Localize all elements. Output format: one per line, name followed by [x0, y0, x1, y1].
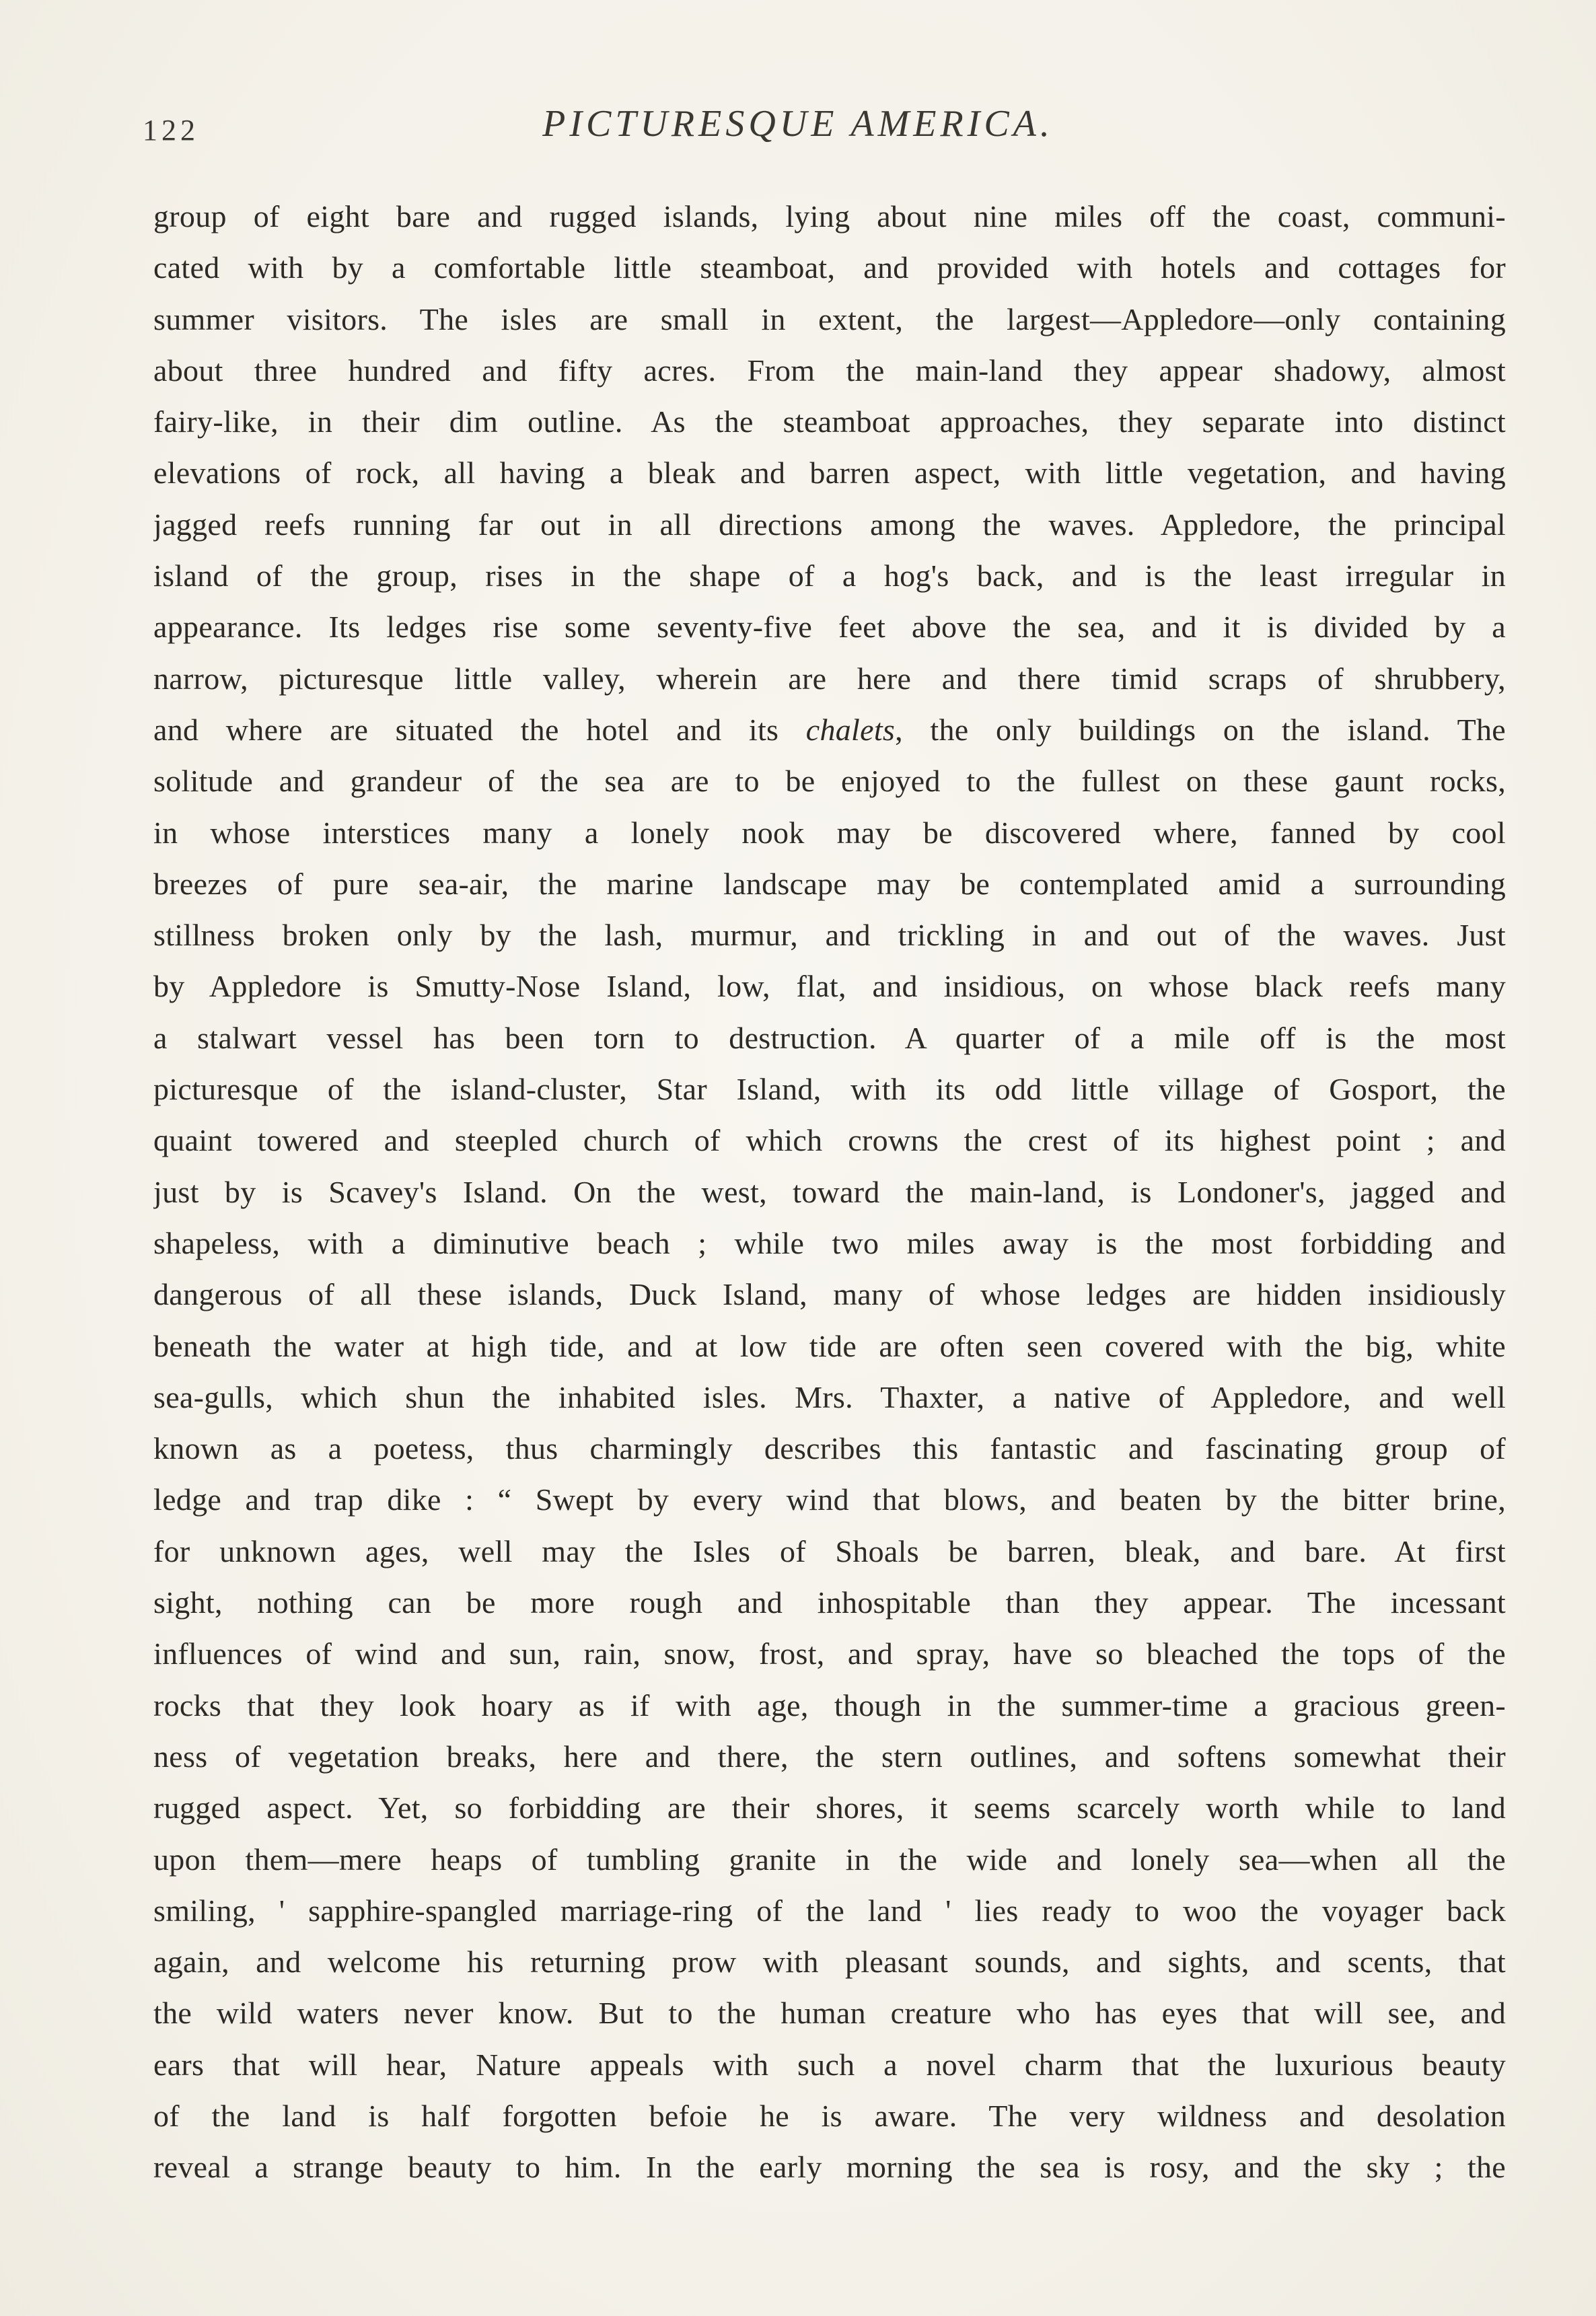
text-line: summer visitors. The isles are small in extent, the largest—Appledore—only containing — [153, 301, 1506, 336]
text-line: fairy-like, in their dim outline. As the steamboat approaches, they separate into distinct — [153, 404, 1506, 439]
text-line: breezes of pure sea-air, the marine landscape may be contemplated amid a surrounding — [153, 866, 1506, 901]
text-line: ledge and trap dike : “ Swept by every wind that blows, and beaten by the bitter brine, — [153, 1482, 1506, 1517]
text-line: ears that will hear, Nature appeals with such a novel charm that the luxurious beauty — [153, 2047, 1506, 2082]
text-line: of the land is half forgotten befoie he is aware. The very wildness and desolation — [153, 2098, 1506, 2133]
text-line: known as a poetess, thus charmingly describes this fantastic and fascinating group of — [153, 1431, 1506, 1466]
text-line: just by is Scavey's Island. On the west, toward the main-land, is Londoner's, jagged and — [153, 1174, 1506, 1209]
text-line: about three hundred and fifty acres. From the main-land they appear shadowy, almost — [153, 353, 1506, 388]
text-line: the wild waters never know. But to the human creature who has eyes that will see, and — [153, 1996, 1506, 2031]
text-line: smiling, ' sapphire-spangled marriage-ring of the land ' lies ready to woo the voyager back — [153, 1893, 1506, 1928]
text-line: appearance. Its ledges rise some seventy-five feet above the sea, and it is divided by a — [153, 610, 1506, 645]
running-title: PICTURESQUE AMERICA. — [542, 103, 1054, 145]
page-number: 122 — [143, 114, 199, 147]
italic-word: chalets — [805, 712, 896, 747]
text-line: cated with by a comfortable little steamboat, and provided with hotels and cottages for — [153, 250, 1506, 285]
text-line: for unknown ages, well may the Isles of Shoals be barren, bleak, and bare. At first — [153, 1533, 1506, 1568]
text-line: by Appledore is Smutty-Nose Island, low, flat, and insidious, on whose black reefs many — [153, 969, 1506, 1004]
text-line: group of eight bare and rugged islands, lying about nine miles off the coast, communi- — [153, 199, 1506, 233]
text-line: stillness broken only by the lash, murmur, and trickling in and out of the waves. Just — [153, 918, 1506, 953]
text-line: in whose interstices many a lonely nook may be discovered where, fanned by cool — [153, 815, 1506, 850]
text-line: narrow, picturesque little valley, wherein are here and there timid scraps of shrubbery, — [153, 661, 1506, 696]
text-line: sea-gulls, which shun the inhabited isles. Mrs. Thaxter, a native of Appledore, and well — [153, 1379, 1506, 1414]
text-line: quaint towered and steepled church of which crowns the crest of its highest point ; and — [153, 1123, 1506, 1158]
text-line: ness of vegetation breaks, here and there, the stern outlines, and softens somewhat their — [153, 1739, 1506, 1774]
text-line: picturesque of the island-cluster, Star Island, with its odd little village of Gosport, the — [153, 1072, 1506, 1107]
text-line: jagged reefs running far out in all directions among the waves. Appledore, the principal — [153, 507, 1506, 542]
text-line: island of the group, rises in the shape of a hog's back, and is the least irregular in — [153, 558, 1506, 593]
text-line: elevations of rock, all having a bleak and barren aspect, with little vegetation, and having — [153, 456, 1506, 491]
text-line: rugged aspect. Yet, so forbidding are their shores, it seems scarcely worth while to land — [153, 1790, 1506, 1825]
text-line: solitude and grandeur of the sea are to be enjoyed to the fullest on these gaunt rocks, — [153, 764, 1506, 799]
text-line: beneath the water at high tide, and at low tide are often seen covered with the big, white — [153, 1328, 1506, 1363]
text-line: upon them—mere heaps of tumbling granite in the wide and lonely sea—when all the — [153, 1842, 1506, 1877]
body-text — [153, 191, 1506, 2194]
text-line: influences of wind and sun, rain, snow, frost, and spray, have so bleached the tops of the — [153, 1636, 1506, 1671]
text-line: reveal a strange beauty to him. In the early morning the sea is rosy, and the sky ; the — [153, 2150, 1506, 2185]
text-line: rocks that they look hoary as if with age, though in the summer-time a gracious green- — [153, 1688, 1506, 1723]
text-line: again, and welcome his returning prow with pleasant sounds, and sights, and scents, that — [153, 1945, 1506, 1980]
text-line: and where are situated the hotel and its chalets, the only buildings on the island. The — [153, 712, 1506, 747]
text-line: sight, nothing can be more rough and inhospitable than they appear. The incessant — [153, 1585, 1506, 1620]
text-line: shapeless, with a diminutive beach ; while two miles away is the most forbidding and — [153, 1225, 1506, 1260]
text-line: a stalwart vessel has been torn to destruction. A quarter of a mile off is the most — [153, 1020, 1506, 1055]
text-line: dangerous of all these islands, Duck Island, many of whose ledges are hidden insidiously — [153, 1277, 1506, 1312]
